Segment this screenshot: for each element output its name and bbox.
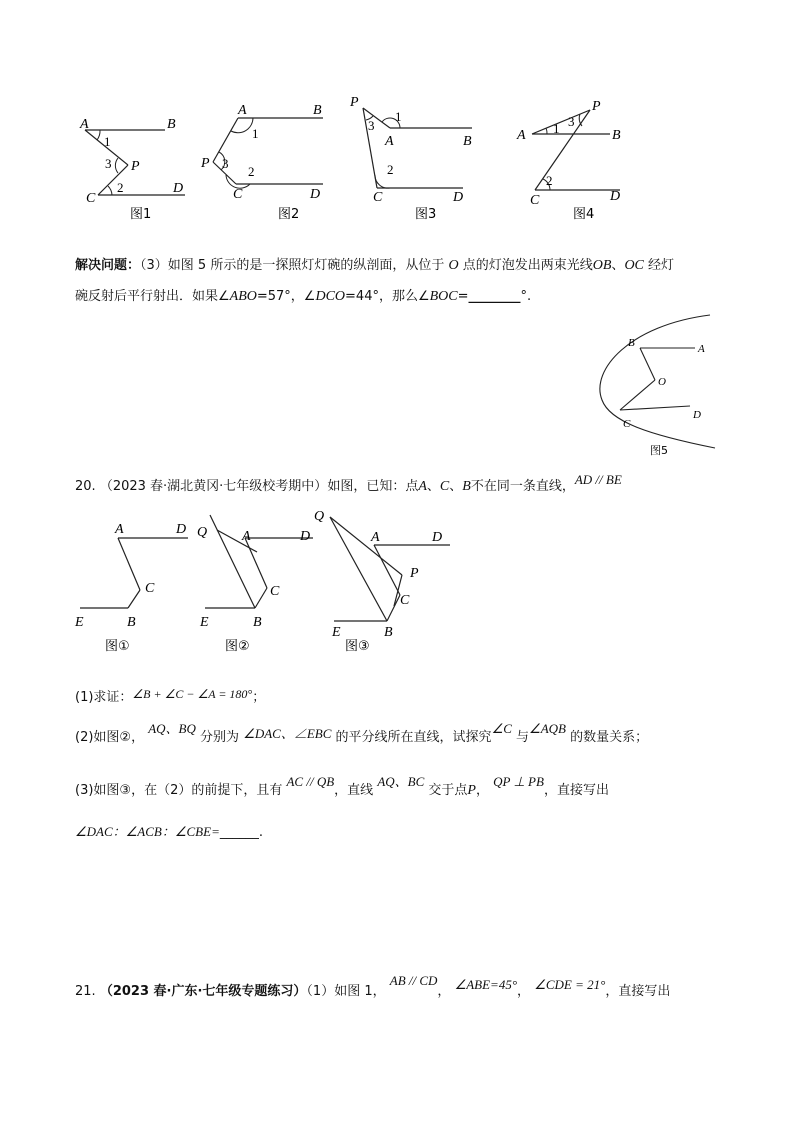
fig5-label-B: B (628, 337, 635, 349)
q20-p2-lines: AQ、BQ (148, 721, 196, 736)
angle-ABO: ABO (229, 289, 257, 304)
solve-text: =44°，那么∠ (345, 289, 430, 304)
q20-text: . (258, 825, 263, 840)
q20f3-label-P: P (410, 566, 419, 581)
solve-text: （3）如图 5 所示的是一探照灯灯碗的纵剖面，从位于 (140, 258, 445, 273)
q20f1-label-C: C (145, 581, 155, 596)
fig1-angle-2: 2 (117, 180, 124, 195)
q20f2-label-B: B (253, 615, 262, 630)
fig4-angle-3: 3 (568, 114, 575, 129)
fig3-angle-3: 3 (368, 118, 375, 133)
q20-p3-ratio: ∠DAC：∠ACB：∠CBE= (75, 824, 220, 839)
fig4-label-P: P (592, 99, 601, 114)
fig2-label-C: C (233, 187, 243, 202)
q20f1-label-E: E (75, 615, 84, 630)
solve-text: =57°，∠ (256, 289, 316, 304)
solve-heading: 解决问题： (75, 258, 141, 273)
q20-p2-angle-AQB: ∠AQB (529, 721, 566, 736)
fig2-angle-1: 1 (252, 126, 259, 141)
q20f2-label-C: C (270, 584, 280, 599)
point-C: C (439, 479, 450, 494)
q20f3-label-E: E (332, 625, 341, 640)
q20-text: ，直线 (334, 783, 374, 798)
figure-5 (590, 310, 720, 460)
fig3-caption: 图3 (415, 207, 437, 222)
fig1-angle-3: 3 (105, 156, 112, 171)
question-number: 21. (75, 984, 96, 999)
fig5-label-C: C (623, 418, 631, 430)
fig3-label-B: B (463, 134, 472, 149)
q20f3-label-B: B (384, 625, 393, 640)
q20f3-label-C: C (400, 593, 410, 608)
q20f3-caption: 图③ (345, 639, 370, 654)
q20f1-label-A: A (115, 522, 124, 537)
q20f2-label-A: A (242, 529, 251, 544)
q21-parallel: AB // CD (389, 973, 438, 988)
fig4-label-A: A (517, 128, 526, 143)
point-B: B (462, 479, 471, 494)
fig5-label-O: O (658, 376, 666, 388)
solve-line-2 (75, 288, 531, 306)
q20-p2-angles: ∠DAC、∠EBC (243, 726, 332, 741)
solve-text: 经灯 (648, 258, 675, 273)
q20-text: 如图，已知：点 (327, 479, 419, 494)
q20-part-2 (75, 721, 649, 747)
solve-text: °. (520, 289, 532, 304)
q20-part-label: (3)如图③，在（2）的前提下，且有 (75, 783, 283, 798)
fig1-angle-1: 1 (104, 134, 111, 149)
fig4-angle-2: 2 (546, 173, 553, 188)
q20-p3-perp: QP ⊥ PB (493, 774, 544, 789)
q21-text: ，直接写出 (605, 984, 671, 999)
q20-p2-angle-C: ∠C (491, 721, 512, 736)
q20-text: 的平分线所在直线，试探究 (335, 730, 492, 745)
solve-text: = (457, 289, 469, 304)
fig1-caption: 图1 (130, 207, 152, 222)
angle-BOC: BOC (429, 289, 458, 304)
figure-4 (510, 92, 645, 225)
fig5-caption: 图5 (650, 444, 668, 457)
fig3-label-A: A (385, 134, 394, 149)
fig1-label-A: A (80, 117, 89, 132)
q20-text: ，直接写出 (543, 783, 609, 798)
q20-condition: AD // BE (574, 472, 622, 487)
q20-p3-lines: AQ、BC (377, 774, 425, 789)
fig2-angle-2: 2 (248, 164, 255, 179)
answer-blank: ________ (468, 289, 521, 304)
fig2-angle-3: 3 (222, 156, 229, 171)
fig2-label-B: B (313, 103, 322, 118)
ray-OC: OC (624, 258, 644, 273)
solve-text: 、 (611, 258, 625, 273)
q20f2-label-Q: Q (197, 525, 208, 540)
fig3-label-D: D (453, 190, 464, 205)
figure-3 (345, 88, 480, 225)
fig1-label-D: D (173, 181, 184, 196)
angle-DCO: DCO (315, 289, 346, 304)
q20-figure-1 (70, 518, 200, 658)
question-number: 20. (75, 479, 96, 494)
q20-text: ， (475, 783, 489, 798)
fig3-angle-1: 1 (395, 109, 402, 124)
q20-text: 、 (426, 479, 440, 494)
q21-stem (75, 973, 671, 1001)
q20f1-caption: 图① (105, 639, 130, 654)
q20-figure-2 (195, 510, 325, 658)
q20f3-label-Q: Q (314, 509, 325, 524)
fig3-label-C: C (373, 190, 383, 205)
q20-part-label: (2)如图②， (75, 730, 145, 745)
question-source: （2023 春·广东·七年级专题练习） (99, 984, 307, 999)
answer-blank: ______ (219, 825, 259, 840)
q20-part-3-answer (75, 823, 263, 842)
q20-figure-3 (312, 503, 457, 658)
fig4-caption: 图4 (573, 207, 595, 222)
q20-p3-parallel: AC // QB (286, 774, 335, 789)
q21-text: （1）如图 1， (306, 984, 386, 999)
fig2-label-P: P (201, 156, 210, 171)
q21-text: ， (517, 984, 531, 999)
q20-text: 的数量关系； (570, 730, 649, 745)
question-source: （2023 春·湖北黄冈·七年级校考期中） (99, 479, 328, 494)
fig1-label-B: B (167, 117, 176, 132)
figure-2 (198, 100, 333, 225)
q20-part-label: (1)求证： (75, 690, 133, 705)
fig4-label-B: B (612, 128, 621, 143)
solve-text: 点的灯泡发出两束光线 (462, 258, 593, 273)
q20f2-label-D: D (300, 529, 311, 544)
q20f2-label-E: E (200, 615, 209, 630)
solve-text: 碗反射后平行射出．如果∠ (75, 289, 230, 304)
point-P: P (467, 783, 476, 798)
fig1-label-C: C (86, 191, 96, 206)
fig5-label-D: D (693, 409, 701, 421)
fig4-label-D: D (610, 189, 621, 204)
q20-part-1 (75, 688, 265, 707)
q20-text: 分别为 (200, 730, 240, 745)
fig1-label-P: P (131, 159, 140, 174)
q20f2-caption: 图② (225, 639, 250, 654)
q20f1-label-B: B (127, 615, 136, 630)
q20-text: 交于点 (428, 783, 468, 798)
fig3-angle-2: 2 (387, 162, 394, 177)
q20-text: 、 (449, 479, 463, 494)
q20-p1-formula: ∠B + ∠C − ∠A = 180° (132, 687, 253, 701)
q20f3-label-A: A (371, 530, 380, 545)
fig4-angle-1: 1 (553, 121, 560, 136)
q20-stem (75, 472, 622, 496)
ray-OB: OB (592, 258, 612, 273)
fig2-label-A: A (238, 103, 247, 118)
q20-part-3 (75, 774, 609, 800)
fig2-caption: 图2 (278, 207, 300, 222)
q20f3-label-D: D (432, 530, 443, 545)
q20-text: ； (252, 690, 266, 705)
point-A: A (418, 479, 427, 494)
q21-angle-CDE: ∠CDE = 21° (534, 977, 606, 992)
q21-text: ， (437, 984, 451, 999)
point-O: O (448, 258, 459, 273)
q21-angle-ABE: ∠ABE=45° (454, 977, 518, 992)
q20f1-label-D: D (176, 522, 187, 537)
solve-line-1 (75, 257, 674, 275)
fig3-label-P: P (350, 95, 359, 110)
fig4-label-C: C (530, 193, 540, 208)
q20-text: 与 (516, 730, 530, 745)
fig5-label-A: A (698, 343, 705, 355)
q20-text: 不在同一条直线， (470, 479, 575, 494)
fig2-label-D: D (310, 187, 321, 202)
figure-1 (70, 110, 200, 225)
